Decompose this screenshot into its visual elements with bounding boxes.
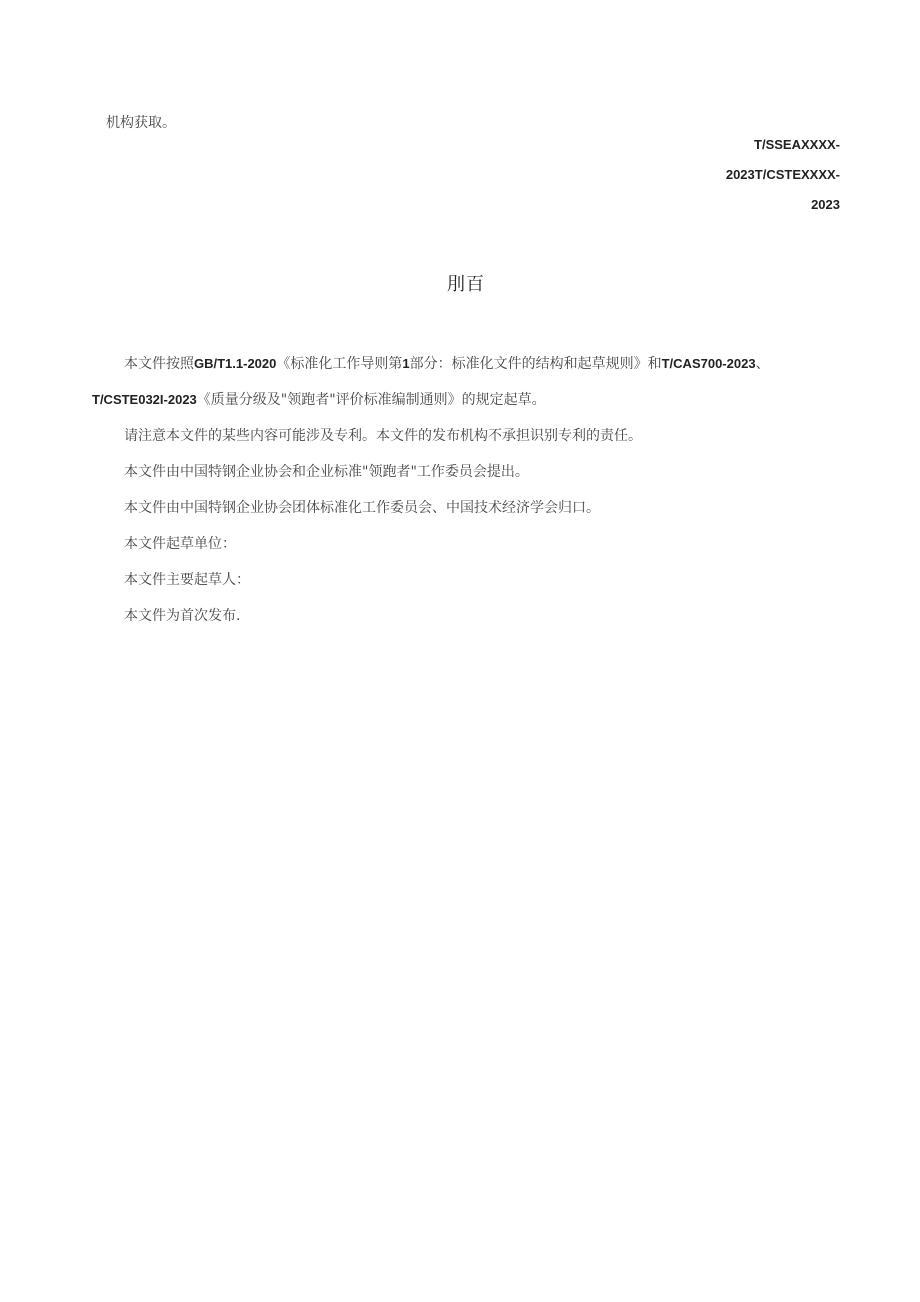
continuation-text: 机构获取。	[106, 115, 176, 131]
paragraph-patent-notice: 请注意本文件的某些内容可能涉及专利。本文件的发布机构不承担识别专利的责任。	[124, 428, 642, 444]
document-code-line-3: 2023	[811, 197, 840, 212]
part-number: 1	[402, 356, 410, 371]
paragraph-proposer: 本文件由中国特钢企业协会和企业标准"领跑者"工作委员会提出。	[124, 464, 529, 480]
paragraph-main-drafters: 本文件主要起草人：	[124, 572, 250, 588]
paragraph-text: 、	[755, 356, 770, 372]
paragraph-text: 《标准化工作导则第	[276, 356, 403, 372]
document-code-line-1: T/SSEAXXXX-	[754, 137, 840, 152]
document-code-line-2: 2023T/CSTEXXXX-	[725, 167, 840, 182]
foreword-body	[92, 346, 862, 634]
paragraph-text: 部分：标准化文件的结构和起草规则》和	[409, 356, 662, 372]
document-code	[726, 130, 840, 220]
paragraph-line-2	[92, 382, 862, 418]
standard-reference: T/CAS700-2023	[661, 356, 756, 371]
paragraph-text: 《质量分级及"领跑者"评价标准编制通则》的规定起草。	[196, 392, 546, 408]
paragraph-drafting-basis	[92, 346, 862, 418]
paragraph-text: 本文件按照	[124, 356, 194, 372]
section-title: 刖百	[447, 274, 485, 295]
standard-reference: T/CSTE032I-2023	[92, 392, 197, 407]
standard-reference: GB/T1.1-2020	[194, 356, 277, 371]
paragraph-first-release: 本文件为首次发布.	[124, 608, 241, 624]
paragraph-drafting-units: 本文件起草单位：	[124, 536, 236, 552]
paragraph-centralized-management: 本文件由中国特钢企业协会团体标准化工作委员会、中国技术经济学会归口。	[124, 500, 600, 516]
